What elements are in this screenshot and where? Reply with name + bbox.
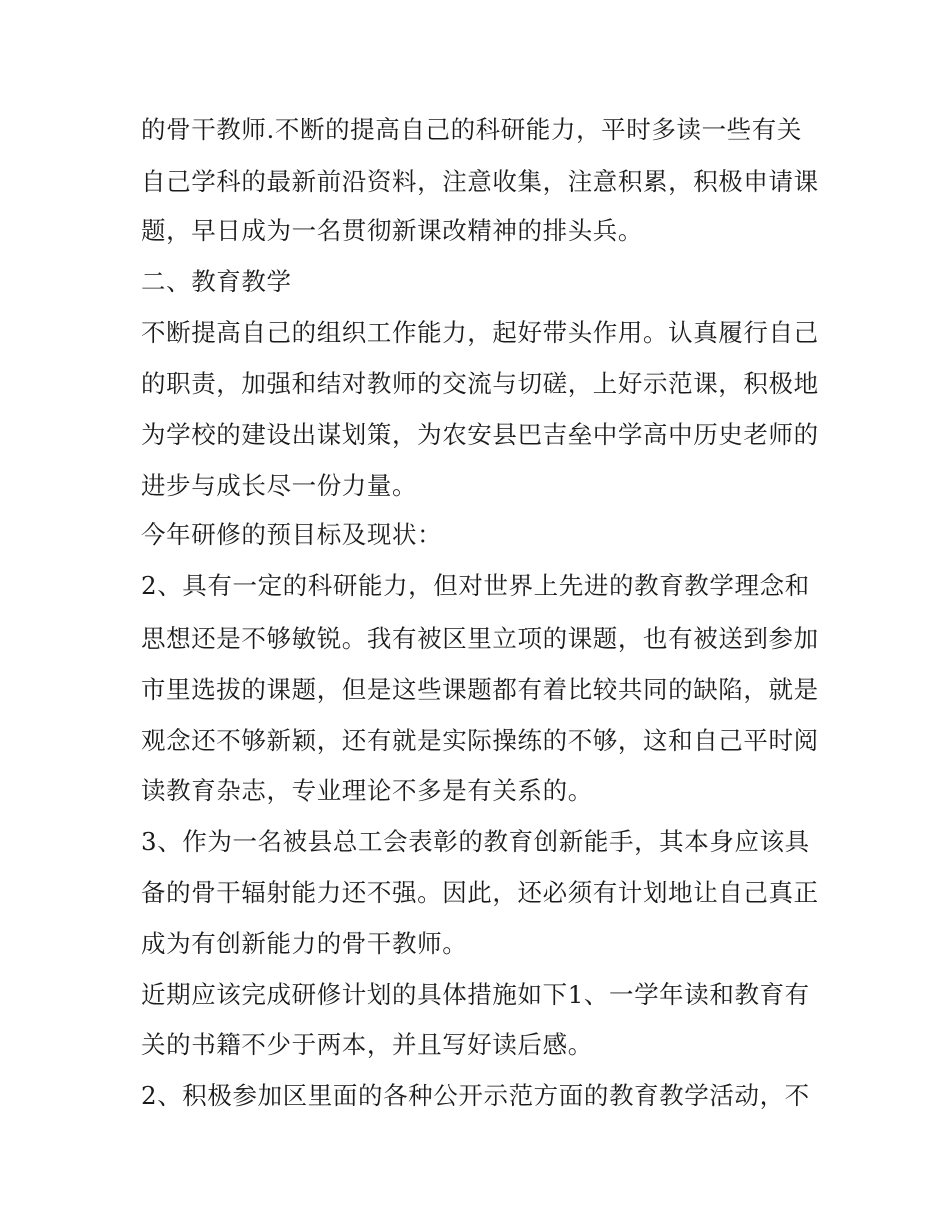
text-line-9: 今年研修的预目标及现状： bbox=[141, 520, 443, 549]
text-line-16: 备的骨干辐射能力还不强。因此，还必须有计划地让自己真正 bbox=[141, 878, 819, 907]
text-line-5: 不断提高自己的组织工作能力，起好带头作用。认真履行自己 bbox=[141, 318, 819, 347]
text-line-13: 观念还不够新颖，还有就是实际操练的不够，这和自己平时阅 bbox=[141, 726, 819, 755]
text-line-10: 2、具有一定的科研能力，但对世界上先进的教育教学理念和 bbox=[141, 571, 810, 600]
text-line-20: 2、积极参加区里面的各种公开示范方面的教育教学活动，不 bbox=[141, 1081, 810, 1110]
text-line-15: 3、作为一名被县总工会表彰的教育创新能手，其本身应该具 bbox=[141, 827, 810, 856]
text-line-6: 的职责，加强和结对教师的交流与切磋，上好示范课，积极地 bbox=[141, 369, 819, 398]
text-line-2: 自己学科的最新前沿资料，注意收集，注意积累，积极申请课 bbox=[141, 167, 819, 196]
text-line-14: 读教育杂志，专业理论不多是有关系的。 bbox=[141, 776, 593, 805]
text-line-19: 关的书籍不少于两本，并且写好读后感。 bbox=[141, 1030, 593, 1059]
text-line-8: 进步与成长尽一份力量。 bbox=[141, 471, 418, 500]
text-line-1: 的骨干教师.不断的提高自己的科研能力，平时多读一些有关 bbox=[141, 115, 802, 144]
text-line-3: 题，早日成为一名贯彻新课改精神的排头兵。 bbox=[141, 216, 643, 245]
text-line-12: 市里选拔的课题，但是这些课题都有着比较共同的缺陷，就是 bbox=[141, 675, 819, 704]
text-line-7: 为学校的建设出谋划策，为农安县巴吉垒中学高中历史老师的 bbox=[141, 420, 819, 449]
section-heading: 二、教育教学 bbox=[141, 267, 292, 296]
text-line-18: 近期应该完成研修计划的具体措施如下1、一学年读和教育有 bbox=[141, 980, 810, 1009]
text-line-17: 成为有创新能力的骨干教师。 bbox=[141, 929, 468, 958]
text-line-11: 思想还是不够敏锐。我有被区里立项的课题，也有被送到参加 bbox=[141, 624, 819, 653]
